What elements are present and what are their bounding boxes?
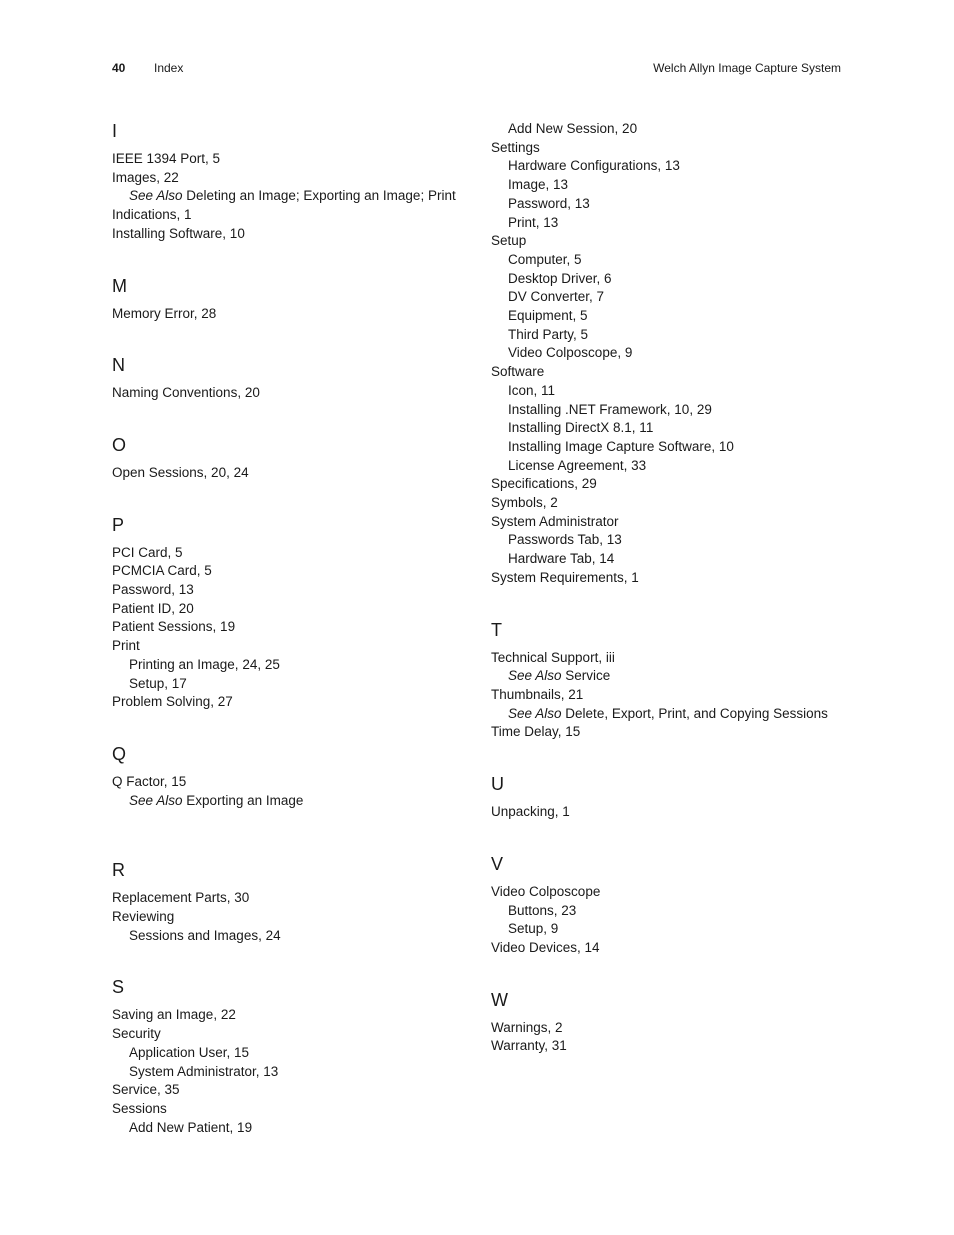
index-subentry: [491, 251, 851, 270]
entry-text: Service: [561, 668, 611, 684]
entry-text: Symbols, 2: [491, 495, 558, 511]
entry-text: Image, 13: [508, 177, 569, 193]
index-letter-heading: O: [112, 434, 127, 455]
entry-text: Images, 22: [112, 169, 179, 185]
index-subentry: [491, 438, 851, 457]
entry-text: Icon, 11: [508, 382, 556, 398]
index-entry: [491, 803, 851, 822]
entry-text: Installing Image Capture Software, 10: [508, 438, 734, 454]
entry-text: Setup, 9: [508, 921, 559, 937]
index-subentry: [491, 214, 851, 233]
entry-text: Deleting an Image; Exporting an Image; Print: [182, 188, 456, 204]
index-entry: [112, 169, 472, 188]
entry-text: Exporting an Image: [182, 792, 304, 808]
index-entry: [112, 637, 472, 656]
entry-text: Desktop Driver, 6: [508, 270, 612, 286]
entry-text: Sessions and Images, 24: [129, 927, 281, 943]
index-subentry: [112, 675, 472, 694]
index-entry: [491, 569, 851, 588]
entry-text: Computer, 5: [508, 251, 582, 267]
index-entry: [112, 562, 472, 581]
entry-text: Warranty, 31: [491, 1038, 567, 1054]
page-number: 40: [112, 61, 126, 75]
index-entry: [491, 723, 851, 742]
entry-text: Time Delay, 15: [491, 724, 581, 740]
index-subentry: [491, 120, 851, 139]
index-entry: [112, 1081, 472, 1100]
index-subentry: [112, 187, 472, 206]
index-group: [491, 853, 851, 958]
index-entry: [112, 1100, 472, 1119]
index-letter-heading: I: [112, 121, 118, 141]
index-column-right: [491, 120, 851, 1087]
index-subentry: [112, 656, 472, 675]
document-title: Welch Allyn Image Capture System: [653, 61, 841, 75]
index-letter-heading: P: [112, 514, 125, 535]
entry-text: Add New Patient, 19: [129, 1119, 253, 1135]
index-subentry: [491, 457, 851, 476]
index-letter-heading: N: [112, 355, 125, 376]
index-entry: [112, 384, 472, 403]
index-group: [112, 275, 472, 324]
index-entry: [112, 150, 472, 169]
entry-text: Print: [112, 638, 140, 654]
index-subentry: [491, 307, 851, 326]
index-letter-heading: Q: [112, 743, 127, 764]
entry-text: Print, 13: [508, 214, 559, 230]
index-column-left: [112, 120, 472, 1168]
index-group: [112, 354, 472, 403]
index-entry: [491, 363, 851, 382]
entry-text: License Agreement, 33: [508, 457, 647, 473]
see-also-label: See Also: [508, 705, 562, 721]
entry-text: Service, 35: [112, 1082, 180, 1098]
index-group: [491, 120, 851, 588]
index-letter-heading: V: [491, 853, 504, 874]
index-subentry: [491, 902, 851, 921]
entry-text: Buttons, 23: [508, 902, 577, 918]
entry-text: DV Converter, 7: [508, 289, 605, 305]
index-group: [112, 514, 472, 712]
index-entry: [112, 773, 472, 792]
section-name: Index: [154, 61, 184, 75]
index-entry: [112, 544, 472, 563]
page-header: [112, 59, 841, 77]
index-subentry: [491, 531, 851, 550]
index-subentry: [491, 195, 851, 214]
entry-text: Sessions: [112, 1100, 167, 1116]
index-subentry: [491, 667, 851, 686]
index-entry: [112, 889, 472, 908]
entry-text: Password, 13: [508, 195, 590, 211]
entry-text: Replacement Parts, 30: [112, 890, 250, 906]
entry-text: Hardware Tab, 14: [508, 551, 615, 567]
entry-text: Open Sessions, 20, 24: [112, 464, 249, 480]
index-subentry: [112, 1044, 472, 1063]
entry-text: Password, 13: [112, 582, 194, 598]
index-letter-heading: T: [491, 619, 502, 640]
index-entry: [112, 464, 472, 483]
see-also-label: See Also: [129, 188, 183, 204]
index-group: [491, 619, 851, 743]
index-subentry: [491, 288, 851, 307]
index-entry: [112, 225, 472, 244]
entry-text: Settings: [491, 139, 540, 155]
entry-text: Delete, Export, Print, and Copying Sessions: [561, 705, 828, 721]
entry-text: Warnings, 2: [491, 1019, 563, 1035]
entry-text: Installing Software, 10: [112, 225, 245, 241]
index-letter-heading: R: [112, 860, 125, 881]
index-subentry: [491, 401, 851, 420]
index-subentry: [112, 927, 472, 946]
index-entry: [112, 908, 472, 927]
entry-text: Installing DirectX 8.1, 11: [508, 420, 654, 436]
entry-text: Installing .NET Framework, 10, 29: [508, 401, 712, 417]
entry-text: Video Colposcope, 9: [508, 345, 633, 361]
index-subentry: [491, 344, 851, 363]
index-entry: [491, 883, 851, 902]
index-entry: [491, 1019, 851, 1038]
index-group: [491, 989, 851, 1056]
index-letter-heading: S: [112, 977, 125, 998]
index-entry: [491, 513, 851, 532]
index-subentry: [112, 1063, 472, 1082]
entry-text: Unpacking, 1: [491, 804, 570, 820]
entry-text: System Requirements, 1: [491, 569, 639, 585]
entry-text: IEEE 1394 Port, 5: [112, 151, 221, 166]
index-entry: [491, 686, 851, 705]
index-subentry: [112, 1119, 472, 1138]
index-entry: [491, 232, 851, 251]
entry-text: Equipment, 5: [508, 308, 588, 324]
index-subentry: [491, 176, 851, 195]
entry-text: Third Party, 5: [508, 326, 589, 342]
entry-text: PCMCIA Card, 5: [112, 563, 212, 579]
index-group: [112, 976, 472, 1137]
entry-text: Passwords Tab, 13: [508, 532, 622, 548]
entry-text: Security: [112, 1026, 161, 1042]
index-subentry: [491, 382, 851, 401]
entry-text: System Administrator, 13: [129, 1063, 279, 1079]
index-entry: [491, 1037, 851, 1056]
index-subentry: [491, 270, 851, 289]
index-subentry: [491, 157, 851, 176]
entry-text: Naming Conventions, 20: [112, 385, 260, 401]
index-group: [112, 743, 472, 810]
entry-text: Setup, 17: [129, 675, 187, 691]
index-letter-heading: W: [491, 989, 508, 1010]
index-entry: [491, 475, 851, 494]
see-also-label: See Also: [129, 792, 183, 808]
entry-text: Technical Support, iii: [491, 649, 615, 665]
index-entry: [112, 600, 472, 619]
index-entry: [112, 618, 472, 637]
entry-text: System Administrator: [491, 513, 619, 529]
index-subentry: [112, 792, 472, 811]
index-group: [112, 434, 472, 483]
entry-text: PCI Card, 5: [112, 544, 183, 560]
index-subentry: [491, 326, 851, 345]
entry-text: Memory Error, 28: [112, 305, 217, 321]
entry-text: Saving an Image, 22: [112, 1007, 236, 1023]
index-letter-heading: U: [491, 774, 504, 795]
index-subentry: [491, 550, 851, 569]
index-entry: [491, 649, 851, 668]
index-subentry: [491, 419, 851, 438]
entry-text: Problem Solving, 27: [112, 694, 233, 710]
entry-text: Hardware Configurations, 13: [508, 158, 680, 174]
index-letter-heading: M: [112, 275, 127, 296]
index-entry: [112, 1006, 472, 1025]
entry-text: Patient Sessions, 19: [112, 619, 236, 635]
index-entry: [112, 206, 472, 225]
entry-text: Setup: [491, 233, 527, 249]
index-group: [112, 859, 472, 945]
entry-text: Indications, 1: [112, 207, 192, 223]
entry-text: Specifications, 29: [491, 476, 597, 492]
entry-text: Video Devices, 14: [491, 939, 600, 955]
see-also-label: See Also: [508, 668, 562, 684]
index-group: [491, 773, 851, 822]
index-entry: [112, 1025, 472, 1044]
entry-text: Video Colposcope: [491, 883, 601, 899]
index-entry: [491, 139, 851, 158]
index-entry: [491, 494, 851, 513]
entry-text: Thumbnails, 21: [491, 686, 584, 702]
entry-text: Reviewing: [112, 909, 175, 925]
index-entry: [112, 305, 472, 324]
index-subentry: [491, 705, 851, 724]
entry-text: Application User, 15: [129, 1044, 250, 1060]
entry-text: Software: [491, 364, 545, 380]
index-entry: [112, 581, 472, 600]
index-entry: [112, 693, 472, 712]
index-group: [112, 120, 472, 244]
index-entry: [491, 939, 851, 958]
entry-text: Add New Session, 20: [508, 121, 638, 136]
index-subentry: [491, 920, 851, 939]
entry-text: Q Factor, 15: [112, 773, 187, 789]
entry-text: Patient ID, 20: [112, 600, 194, 616]
entry-text: Printing an Image, 24, 25: [129, 656, 280, 672]
